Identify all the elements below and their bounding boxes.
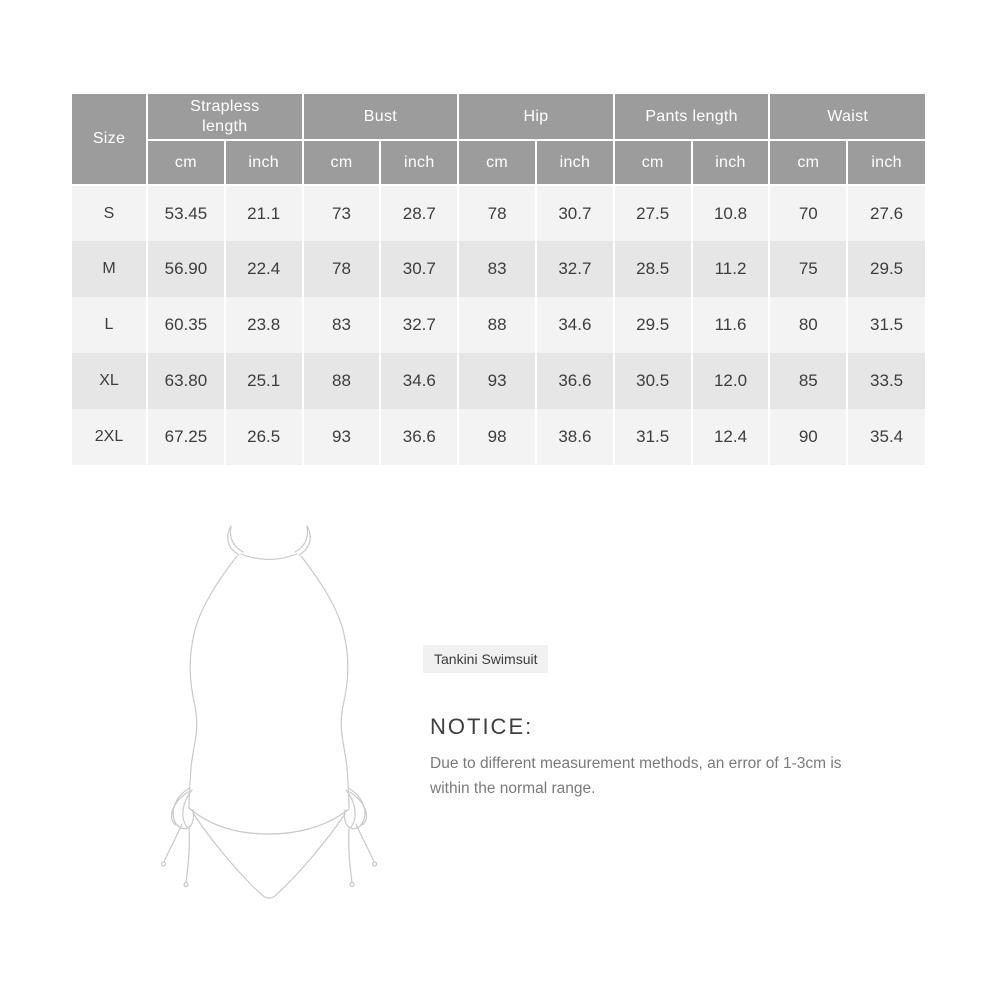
measurement-cell: 36.6 bbox=[380, 409, 458, 465]
column-header-bust: Bust bbox=[303, 94, 459, 140]
measurement-cell: 88 bbox=[458, 297, 536, 353]
size-table-row bbox=[72, 241, 925, 297]
notice-body-text: Due to different measurement methods, an error of 1-3cm is within the normal range. bbox=[430, 755, 842, 797]
measurement-cell: 60.35 bbox=[147, 297, 225, 353]
measurement-cell: 83 bbox=[303, 297, 381, 353]
measurement-cell: 31.5 bbox=[847, 297, 925, 353]
measurement-cell: 34.6 bbox=[380, 353, 458, 409]
measurement-cell: 27.5 bbox=[614, 185, 692, 241]
measurement-cell: 35.4 bbox=[847, 409, 925, 465]
column-header-strapless-length bbox=[147, 94, 303, 140]
measurement-cell: 32.7 bbox=[380, 297, 458, 353]
measurement-cell: 93 bbox=[458, 353, 536, 409]
measurement-cell: 12.4 bbox=[692, 409, 770, 465]
size-cell: XL bbox=[72, 353, 147, 409]
measurement-cell: 73 bbox=[303, 185, 381, 241]
size-table-row bbox=[72, 297, 925, 353]
measurement-cell: 56.90 bbox=[147, 241, 225, 297]
measurement-cell: 33.5 bbox=[847, 353, 925, 409]
size-table-body bbox=[72, 185, 925, 465]
measurement-cell: 36.6 bbox=[536, 353, 614, 409]
measurement-cell: 26.5 bbox=[225, 409, 303, 465]
unit-header-inch: inch bbox=[536, 140, 614, 185]
measurement-cell: 34.6 bbox=[536, 297, 614, 353]
measurement-cell: 80 bbox=[769, 297, 847, 353]
unit-header-cm: cm bbox=[147, 140, 225, 185]
unit-header-inch: inch bbox=[847, 140, 925, 185]
size-cell: S bbox=[72, 185, 147, 241]
measurement-cell: 30.7 bbox=[536, 185, 614, 241]
size-chart-table bbox=[72, 94, 925, 465]
size-cell: L bbox=[72, 297, 147, 353]
measurement-cell: 27.6 bbox=[847, 185, 925, 241]
measurement-cell: 10.8 bbox=[692, 185, 770, 241]
measurement-cell: 11.2 bbox=[692, 241, 770, 297]
unit-header-inch: inch bbox=[225, 140, 303, 185]
measurement-cell: 28.7 bbox=[380, 185, 458, 241]
size-chart-section bbox=[72, 94, 925, 465]
measurement-cell: 30.5 bbox=[614, 353, 692, 409]
measurement-cell: 31.5 bbox=[614, 409, 692, 465]
size-cell: 2XL bbox=[72, 409, 147, 465]
measurement-cell: 28.5 bbox=[614, 241, 692, 297]
measurement-cell: 63.80 bbox=[147, 353, 225, 409]
unit-header-cm: cm bbox=[303, 140, 381, 185]
measurement-cell: 70 bbox=[769, 185, 847, 241]
size-table-row bbox=[72, 185, 925, 241]
unit-header-inch: inch bbox=[380, 140, 458, 185]
measurement-cell: 83 bbox=[458, 241, 536, 297]
measurement-cell: 67.25 bbox=[147, 409, 225, 465]
measurement-cell: 22.4 bbox=[225, 241, 303, 297]
column-header-strapless-length-label: Strapless length bbox=[190, 98, 260, 135]
header-group-row bbox=[72, 94, 925, 140]
column-header-waist: Waist bbox=[769, 94, 925, 140]
measurement-cell: 88 bbox=[303, 353, 381, 409]
measurement-cell: 98 bbox=[458, 409, 536, 465]
swimsuit-line-drawing-icon bbox=[140, 520, 420, 920]
size-chart-header bbox=[72, 94, 925, 185]
measurement-cell: 11.6 bbox=[692, 297, 770, 353]
measurement-cell: 85 bbox=[769, 353, 847, 409]
header-unit-row bbox=[72, 140, 925, 185]
measurement-cell: 23.8 bbox=[225, 297, 303, 353]
notice-title: NOTICE: bbox=[430, 714, 534, 739]
measurement-cell: 90 bbox=[769, 409, 847, 465]
measurement-cell: 93 bbox=[303, 409, 381, 465]
measurement-cell: 78 bbox=[458, 185, 536, 241]
tankini-swimsuit-illustration bbox=[140, 520, 420, 920]
column-header-pants-length: Pants length bbox=[614, 94, 770, 140]
column-header-hip: Hip bbox=[458, 94, 614, 140]
unit-header-cm: cm bbox=[614, 140, 692, 185]
size-table-row bbox=[72, 353, 925, 409]
measurement-cell: 30.7 bbox=[380, 241, 458, 297]
measurement-cell: 29.5 bbox=[614, 297, 692, 353]
measurement-cell: 25.1 bbox=[225, 353, 303, 409]
measurement-cell: 12.0 bbox=[692, 353, 770, 409]
measurement-cell: 29.5 bbox=[847, 241, 925, 297]
product-caption-tag: Tankini Swimsuit bbox=[423, 645, 548, 673]
size-cell: M bbox=[72, 241, 147, 297]
measurement-cell: 32.7 bbox=[536, 241, 614, 297]
measurement-cell: 78 bbox=[303, 241, 381, 297]
column-header-size: Size bbox=[72, 94, 147, 185]
unit-header-cm: cm bbox=[458, 140, 536, 185]
measurement-cell: 38.6 bbox=[536, 409, 614, 465]
size-table-row bbox=[72, 409, 925, 465]
unit-header-inch: inch bbox=[692, 140, 770, 185]
measurement-cell: 21.1 bbox=[225, 185, 303, 241]
measurement-cell: 75 bbox=[769, 241, 847, 297]
unit-header-cm: cm bbox=[769, 140, 847, 185]
measurement-cell: 53.45 bbox=[147, 185, 225, 241]
